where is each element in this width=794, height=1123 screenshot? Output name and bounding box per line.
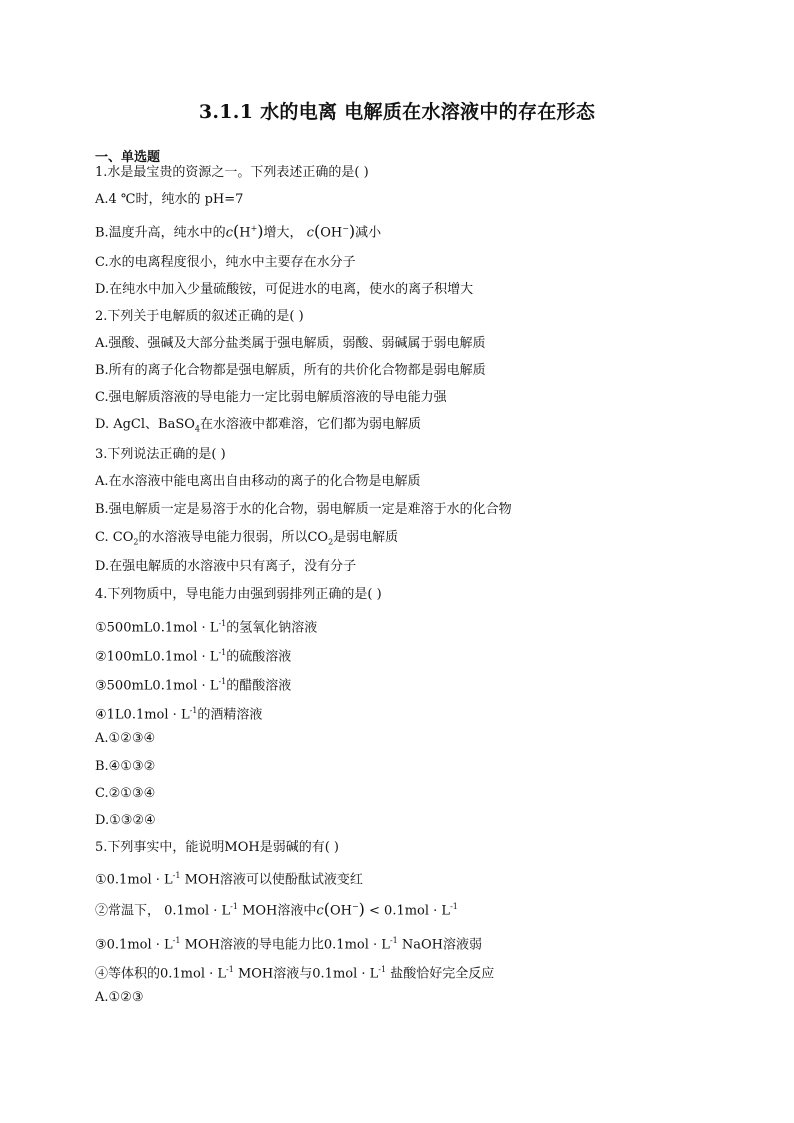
superscript: -1 <box>172 936 181 945</box>
ion-charge: + <box>250 224 258 233</box>
item-text: MOH溶液中 <box>237 903 317 919</box>
item-text: ②常温下， 0.1mol · L <box>95 903 231 919</box>
list-item <box>95 674 291 694</box>
option-b: B.温度升高，纯水中的c(H+)增大， c(OH−)减小 <box>95 221 382 241</box>
option-text: B.温度升高，纯水中的 <box>95 225 226 241</box>
question-stem: 2.下列关于电解质的叙述正确的是( ) <box>95 309 304 324</box>
item-text: 盐酸恰好完全反应 <box>386 966 495 982</box>
item-text: ③0.1mol · L <box>95 937 173 953</box>
item-text: MOH溶液可以使酚酞试液变红 <box>180 872 363 888</box>
question-stem: 5.下列事实中，能说明MOH是弱碱的有( ) <box>95 840 339 855</box>
list-item <box>95 645 291 665</box>
superscript: -1 <box>450 902 458 911</box>
superscript: -1 <box>226 965 234 974</box>
superscript: -1 <box>218 677 227 686</box>
concentration-symbol: c <box>225 225 233 241</box>
option-c: C.强电解质溶液的导电能力一定比弱电解质溶液的导电能力强 <box>95 390 447 405</box>
item-text: ①0.1mol · L <box>95 872 173 888</box>
option-d: D.①③②④ <box>95 813 156 828</box>
superscript: -1 <box>189 706 198 715</box>
list-item <box>95 703 262 723</box>
item-text: ②100mL0.1mol · L <box>95 649 219 665</box>
option-text: 减小 <box>355 225 382 241</box>
question-stem: 3.下列说法正确的是( ) <box>95 447 226 462</box>
ion-charge: − <box>342 224 349 233</box>
list-item <box>95 962 494 982</box>
option-text: 在水溶液中都难溶，它们都为弱电解质 <box>200 417 422 432</box>
page-title: 3.1.1 水的电离 电解质在水溶液中的存在形态 <box>198 101 596 123</box>
question-stem: 1.水是最宝贵的资源之一。下列表述正确的是( ) <box>95 165 369 180</box>
concentration-symbol: c <box>306 225 314 241</box>
option-d: D.在纯水中加入少量硫酸铵，可促进水的电离，使水的离子积增大 <box>95 282 474 297</box>
item-text: 的酒精溶液 <box>197 707 263 723</box>
ion-formula: OH <box>329 903 352 919</box>
option-a: A.①②③ <box>95 990 144 1005</box>
option-b: B.强电解质一定是易溶于水的化合物，弱电解质一定是难溶于水的化合物 <box>95 502 512 517</box>
concentration-symbol: c <box>316 903 324 919</box>
option-b: B.所有的离子化合物都是强电解质，所有的共价化合物都是弱电解质 <box>95 363 486 378</box>
item-text: 的硫酸溶液 <box>226 649 292 665</box>
item-text: ④1L0.1mol · L <box>95 707 190 723</box>
superscript: -1 <box>218 619 227 628</box>
list-item <box>95 616 317 636</box>
item-text: MOH溶液与0.1mol · L <box>233 966 379 982</box>
superscript: -1 <box>172 871 181 880</box>
superscript: -1 <box>218 648 227 657</box>
item-text: NaOH溶液弱 <box>397 937 482 953</box>
option-a: A.强酸、强碱及大部分盐类属于强电解质，弱酸、弱碱属于弱电解质 <box>95 336 486 351</box>
option-c <box>95 530 398 551</box>
superscript: -1 <box>230 902 238 911</box>
option-text: D. AgCl、BaSO <box>95 417 195 432</box>
item-text: ③500mL0.1mol · L <box>95 678 219 694</box>
option-a: A.①②③④ <box>95 731 156 746</box>
option-text: C. CO <box>95 530 134 545</box>
item-text: < 0.1mol · L <box>364 903 451 919</box>
option-text: 增大， <box>263 225 303 241</box>
ion-formula: OH <box>320 225 343 241</box>
option-c: C.②①③④ <box>95 786 156 801</box>
superscript: -1 <box>378 965 387 974</box>
option-d <box>95 417 421 438</box>
option-text: 的水溶液导电能力很弱，所以CO <box>138 530 329 545</box>
ion-charge: − <box>351 902 359 911</box>
option-d: D.在强电解质的水溶液中只有离子，没有分子 <box>95 559 357 574</box>
item-text: MOH溶液的导电能力比0.1mol · L <box>180 937 390 953</box>
option-a: A.4 ℃时，纯水的 pH=7 <box>95 192 244 207</box>
item-text: 的醋酸溶液 <box>226 678 292 694</box>
ion-formula: H <box>239 225 251 241</box>
option-a: A.在水溶液中能电离出自由移动的离子的化合物是电解质 <box>95 474 421 489</box>
item-text: ①500mL0.1mol · L <box>95 620 219 636</box>
option-b: B.④①③② <box>95 759 156 774</box>
superscript: -1 <box>389 936 398 945</box>
subscript: 2 <box>328 537 334 547</box>
question-stem: 4.下列物质中，导电能力由强到弱排列正确的是( ) <box>95 587 382 602</box>
subscript: 4 <box>194 424 200 434</box>
option-c: C.水的电离程度很小，纯水中主要存在水分子 <box>95 255 356 270</box>
section-heading: 一、单选题 <box>95 150 161 165</box>
list-item <box>95 933 482 953</box>
list-item: ②常温下， $0.1mol \cdot L^{-1}$ MOH溶液中$c(OH^-) < 0.1mol \cdot L^{-1}$ <box>95 899 458 919</box>
item-text: 的氢氧化钠溶液 <box>226 620 318 636</box>
item-text: ④等体积的0.1mol · L <box>95 966 227 982</box>
subscript: 2 <box>133 537 139 547</box>
option-text: 是弱电解质 <box>333 530 399 545</box>
list-item <box>95 868 363 888</box>
